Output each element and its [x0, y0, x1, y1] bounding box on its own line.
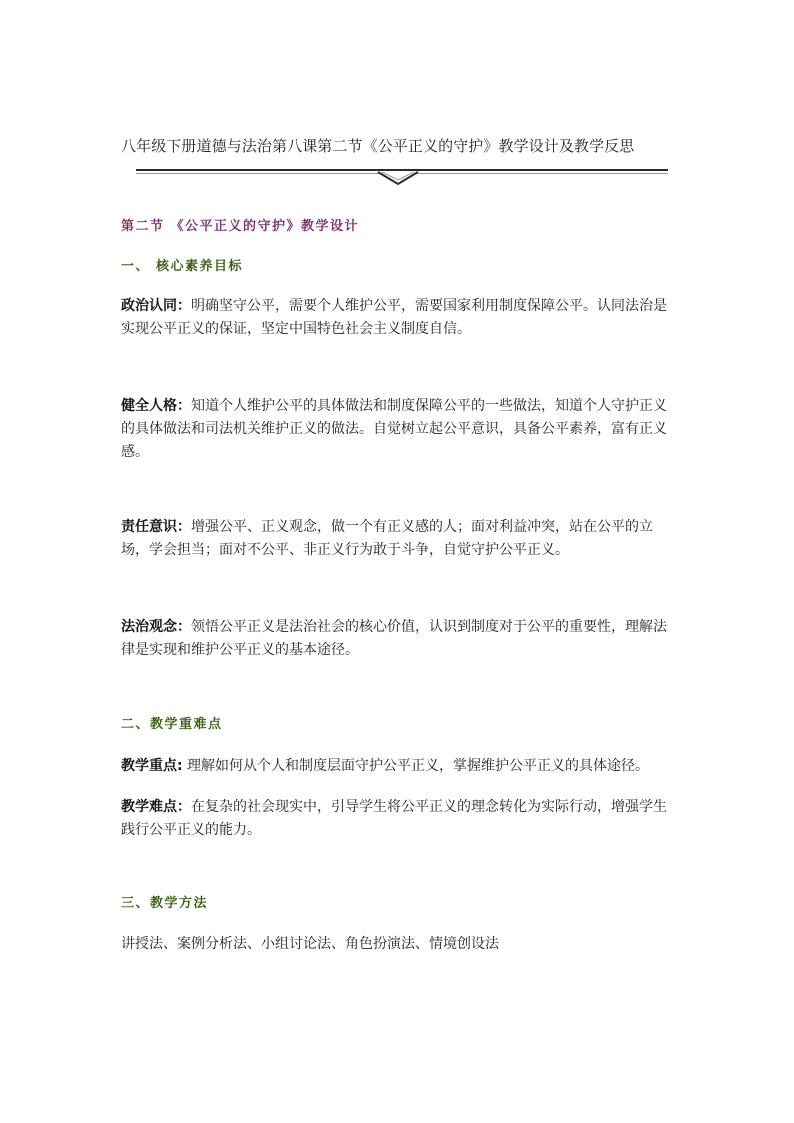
goal-text: 领悟公平正义是法治社会的核心价值，认识到制度对于公平的重要性，理解法律是实现和维护公平正义的基本途径。 [121, 619, 667, 658]
section-title: 第二节 《公平正义的守护》教学设计 [121, 219, 360, 234]
goal-label: 健全人格： [121, 398, 191, 414]
goal-text: 知道个人维护公平的具体做法和制度保障公平的一些做法，知道个人守护正义的具体做法和司法机关维护正义的做法。自觉树立起公平意识，具备公平素养，富有正义感。 [121, 398, 667, 460]
key-point-text: 理解如何从个人和制度层面守护公平正义，掌握维护公平正义的具体途径。 [182, 758, 650, 774]
goal-text: 增强公平、正义观念，做一个有正义感的人；面对利益冲突，站在公平的立场，学会担当；面对不公平、非正义行为敢于斗争，自觉守护公平正义。 [121, 519, 653, 558]
teaching-key-point [121, 755, 677, 778]
difficult-point-text: 在复杂的社会现实中，引导学生将公平正义的理念转化为实际行动，增强学生践行公平正义的能力。 [121, 799, 667, 838]
heading-key-difficult-points: 二、教学重难点 [121, 717, 223, 732]
difficult-point-label: 教学难点： [121, 799, 191, 815]
goal-sound-personality [121, 395, 677, 464]
goal-responsibility [121, 516, 677, 562]
goal-label: 法治观念： [121, 619, 191, 635]
title-divider [136, 166, 668, 190]
goal-label: 政治认同： [121, 298, 191, 314]
goal-label: 责任意识： [121, 519, 191, 535]
teaching-methods-list: 讲授法、案例分析法、小组讨论法、角色扮演法、情境创设法 [121, 936, 499, 952]
document-title: 八年级下册道德与法治第八课第二节《公平正义的守护》教学设计及教学反思 [121, 137, 635, 155]
goal-text: 明确坚守公平，需要个人维护公平，需要国家利用制度保障公平。认同法治是实现公平正义的保证，坚定中国特色社会主义制度自信。 [121, 298, 667, 337]
heading-teaching-methods: 三、教学方法 [121, 896, 209, 911]
heading-core-goals: 一、 核心素养目标 [121, 259, 244, 274]
teaching-difficult-point [121, 796, 677, 842]
goal-rule-of-law [121, 616, 677, 662]
goal-political-identity [121, 295, 677, 341]
key-point-label: 教学重点: [121, 758, 183, 774]
